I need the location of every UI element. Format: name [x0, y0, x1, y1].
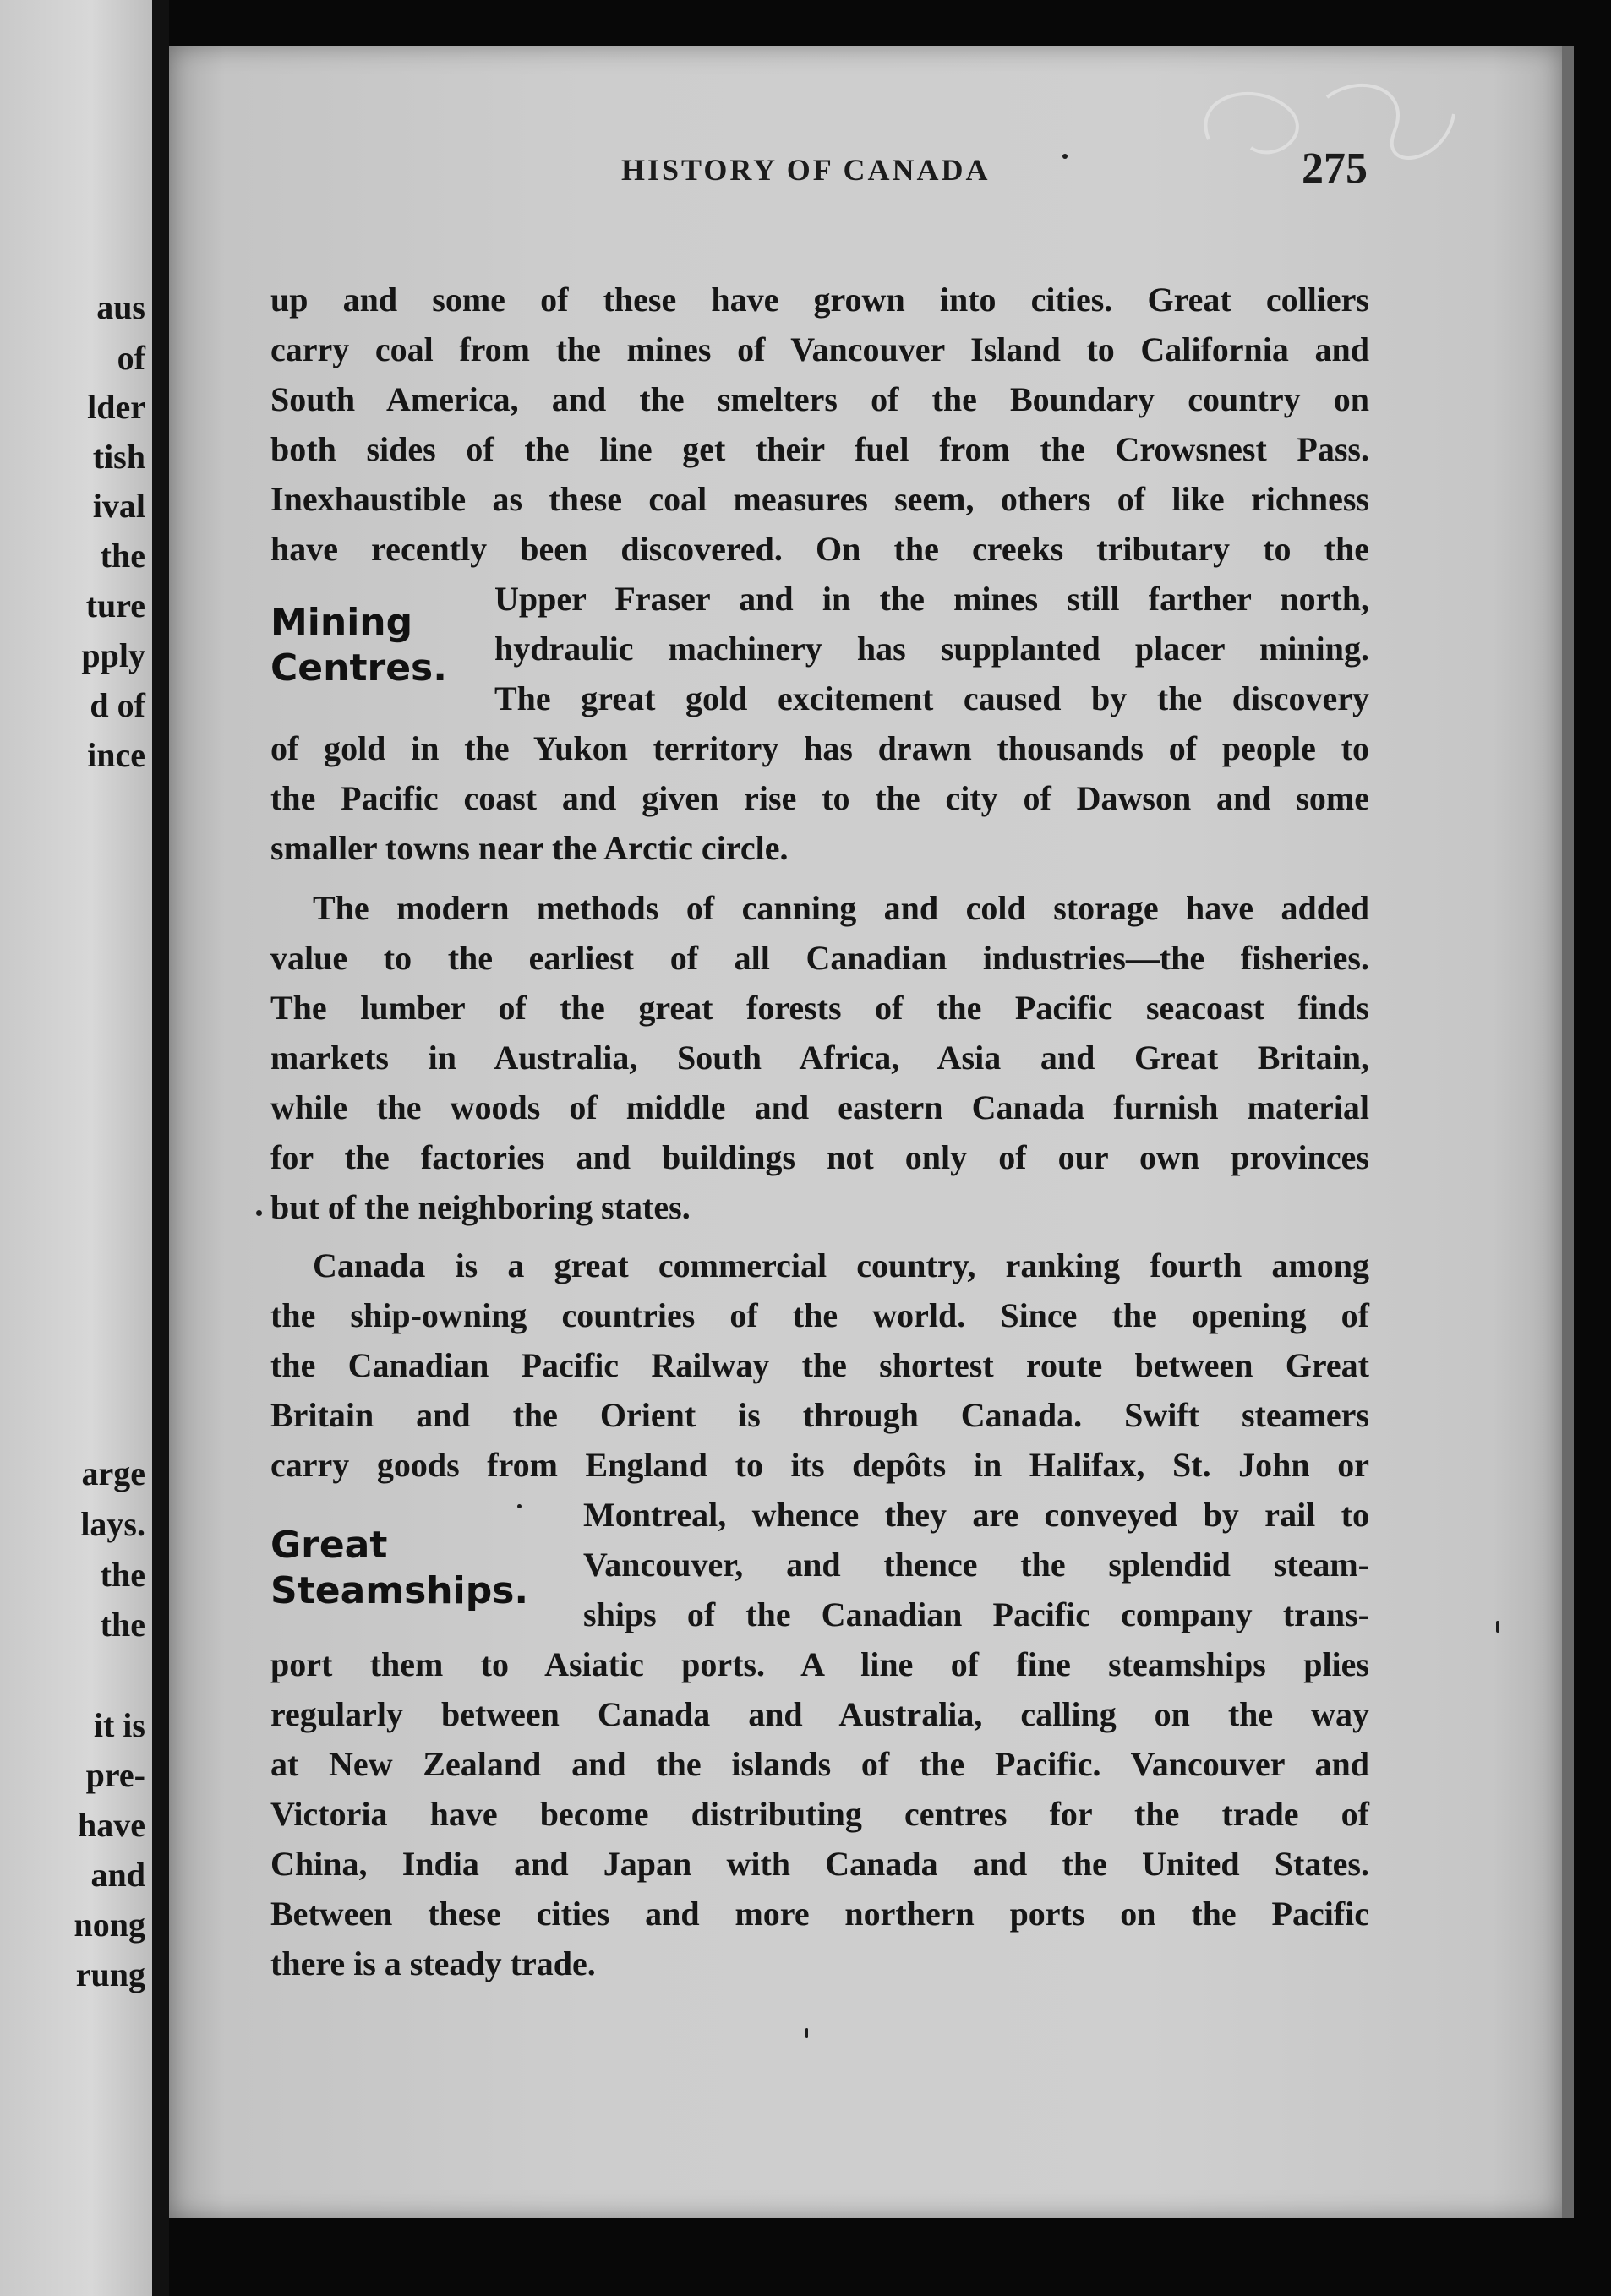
- left-fragment: rung: [75, 1955, 145, 1993]
- text-line: the Pacific coast and given rise to the city of Dawson and some: [270, 779, 1369, 817]
- text-line: while the woods of middle and eastern Canada furnish material: [270, 1088, 1369, 1126]
- text-line: markets in Australia, South Africa, Asia and Great Britain,: [270, 1039, 1369, 1077]
- book-gutter: [152, 0, 169, 2296]
- left-fragment: pply: [81, 636, 145, 674]
- text-line: of gold in the Yukon territory has drawn thousands of people to: [270, 729, 1369, 767]
- text-line: The lumber of the great forests of the Pacific seacoast finds: [270, 989, 1369, 1027]
- scan-speck: [806, 2028, 808, 2038]
- scan-speck: [1496, 1621, 1499, 1633]
- left-fragment: the: [100, 1556, 145, 1594]
- left-fragment: it is: [93, 1706, 145, 1744]
- left-fragment: aus: [96, 288, 145, 326]
- text-line: Canada is a great commercial country, ranking fourth among: [313, 1246, 1369, 1284]
- text-line: Victoria have become distributing centres for the trade of: [270, 1795, 1369, 1833]
- text-line: Upper Fraser and in the mines still farther north,: [494, 580, 1369, 618]
- scan-speck: [1062, 154, 1068, 159]
- left-fragment: ture: [85, 586, 145, 624]
- text-line: Vancouver, and thence the splendid steam-: [583, 1546, 1369, 1584]
- text-line: ships of the Canadian Pacific company trans-: [583, 1595, 1369, 1633]
- text-line: there is a steady trade.: [270, 1944, 596, 1982]
- text-line: South America, and the smelters of the Boundary country on: [270, 380, 1369, 418]
- sidenote-line: Steamships.: [270, 1569, 529, 1612]
- text-line: Inexhaustible as these coal measures seem, others of like richness: [270, 480, 1369, 518]
- left-fragment: tish: [92, 438, 145, 476]
- left-fragment: have: [78, 1806, 145, 1844]
- left-fragment: the: [100, 537, 145, 575]
- text-line: both sides of the line get their fuel from the Crowsnest Pass.: [270, 430, 1369, 468]
- left-fragment: and: [90, 1856, 145, 1894]
- sidenote-line: Centres.: [270, 646, 447, 690]
- left-facing-page: [0, 0, 152, 2296]
- text-line: up and some of these have grown into cities. Great colliers: [270, 281, 1369, 319]
- left-fragment: ince: [87, 736, 145, 774]
- sidenote-line: Mining: [270, 601, 413, 644]
- text-line: Montreal, whence they are conveyed by rail to: [583, 1496, 1369, 1534]
- left-fragment: arge: [81, 1454, 145, 1492]
- text-line: the ship-owning countries of the world. Since the opening of: [270, 1296, 1369, 1334]
- left-fragment: the: [100, 1606, 145, 1644]
- text-line: The great gold excitement caused by the discovery: [494, 679, 1369, 717]
- text-line: Between these cities and more northern ports on the Pacific: [270, 1895, 1369, 1933]
- scan-speck: [256, 1210, 262, 1216]
- left-fragment: lder: [87, 388, 145, 426]
- text-line: the Canadian Pacific Railway the shortest route between Great: [270, 1346, 1369, 1384]
- running-title: HISTORY OF CANADA: [621, 153, 991, 187]
- text-line: Britain and the Orient is through Canada. Swift steamers: [270, 1396, 1369, 1434]
- running-header: [448, 144, 1376, 211]
- left-fragment: of: [117, 339, 145, 377]
- text-line: port them to Asiatic ports. A line of fine steamships plies: [270, 1645, 1369, 1683]
- paragraph-fisheries-lumber: [270, 883, 1369, 1232]
- text-line: for the factories and buildings not only of our own provinces: [270, 1138, 1369, 1176]
- page-number: 275: [1302, 145, 1368, 193]
- text-line: but of the neighboring states.: [270, 1188, 691, 1226]
- text-line: carry coal from the mines of Vancouver Island to California and: [270, 330, 1369, 368]
- paragraph-commerce-shipping: [270, 1241, 1369, 1988]
- left-fragment: ival: [92, 487, 145, 525]
- left-fragment: pre-: [85, 1756, 145, 1794]
- paragraph-coal-and-gold: [270, 275, 1369, 873]
- text-line: at New Zealand and the islands of the Pacific. Vancouver and: [270, 1745, 1369, 1783]
- left-fragment: lays.: [80, 1505, 145, 1543]
- text-line: hydraulic machinery has supplanted placer mining.: [494, 630, 1369, 668]
- text-line: value to the earliest of all Canadian industries—the fisheries.: [270, 939, 1369, 977]
- page-right-edge: [1562, 46, 1574, 2218]
- text-line: China, India and Japan with Canada and the United States.: [270, 1845, 1369, 1883]
- text-line: carry goods from England to its depôts in Halifax, St. John or: [270, 1446, 1369, 1484]
- text-line: smaller towns near the Arctic circle.: [270, 829, 789, 867]
- text-line: have recently been discovered. On the creeks tributary to the: [270, 530, 1369, 568]
- left-fragment: nong: [74, 1906, 145, 1944]
- text-line: regularly between Canada and Australia, calling on the way: [270, 1695, 1369, 1733]
- text-line: The modern methods of canning and cold storage have added: [313, 889, 1369, 927]
- left-fragment: d of: [90, 686, 145, 724]
- sidenote-line: Great: [270, 1524, 388, 1567]
- scan-speck: [517, 1504, 522, 1508]
